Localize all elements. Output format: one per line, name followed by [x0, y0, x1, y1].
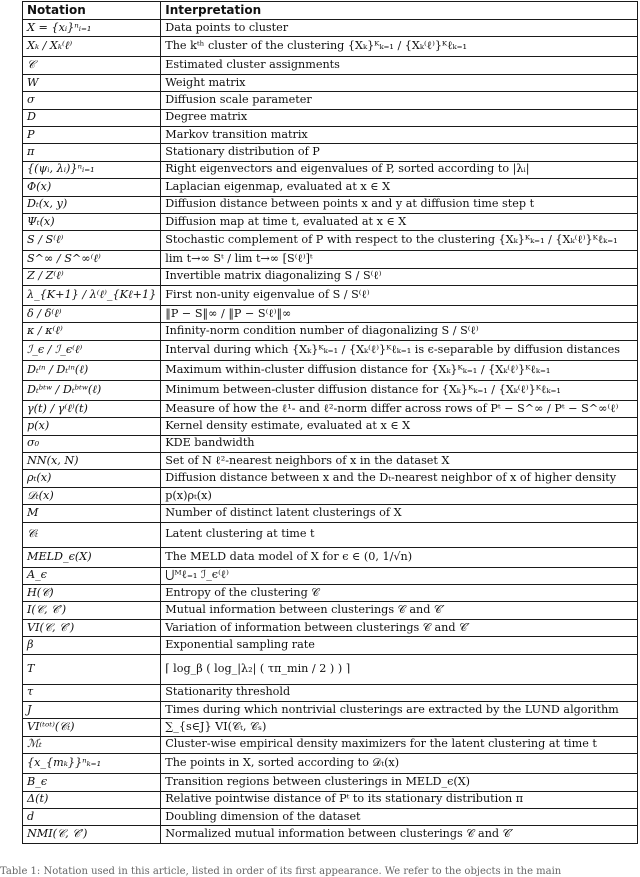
notation-cell: d — [23, 808, 161, 825]
interpretation-cell: Diffusion scale parameter — [161, 92, 638, 109]
notation-cell: κ / κ⁽ℓ⁾ — [23, 323, 161, 340]
interpretation-cell: p(x)ρₜ(x) — [161, 487, 638, 504]
interpretation-cell: Measure of how the ℓ¹- and ℓ²-norm differ across rows of Pᵗ − S^∞ / Pᵗ − S^∞⁽ℓ⁾ — [161, 400, 638, 417]
notation-cell: B_ϵ — [23, 774, 161, 791]
table-row — [23, 619, 638, 636]
notation-cell: Φ(x) — [23, 179, 161, 196]
table-row — [23, 400, 638, 417]
interpretation-cell: Diffusion distance between points x and y at diffusion time step t — [161, 196, 638, 213]
table-row — [23, 470, 638, 487]
notation-cell: ℳₜ — [23, 736, 161, 753]
table-row — [23, 268, 638, 285]
interpretation-cell: The kᵗʰ cluster of the clustering {Xₖ}ᴷₖ₌₁ / {Xₖ⁽ℓ⁾}ᴷℓₖ₌₁ — [161, 37, 638, 57]
table-row — [23, 808, 638, 825]
table-body — [23, 20, 638, 844]
interpretation-cell: Markov transition matrix — [161, 126, 638, 143]
notation-cell: τ — [23, 684, 161, 701]
interpretation-cell: ⋃ᴹℓ₌₁ ℐ_ϵ⁽ℓ⁾ — [161, 567, 638, 584]
table-row — [23, 286, 638, 306]
table-row — [23, 826, 638, 843]
notation-cell: γ(t) / γ⁽ℓ⁾(t) — [23, 400, 161, 417]
table-header-row — [23, 2, 638, 20]
interpretation-cell: Laplacian eigenmap, evaluated at x ∈ X — [161, 179, 638, 196]
notation-cell: J — [23, 701, 161, 718]
notation-cell: D — [23, 109, 161, 126]
notation-cell: δ / δ⁽ℓ⁾ — [23, 306, 161, 323]
interpretation-cell: Variation of information between clusterings 𝒞 and 𝒞′ — [161, 619, 638, 636]
notation-cell: λ_{K+1} / λ⁽ℓ⁾_{Kℓ+1} — [23, 286, 161, 306]
table-row — [23, 340, 638, 360]
table-row — [23, 453, 638, 470]
header-interpretation: Interpretation — [161, 2, 638, 20]
interpretation-cell: Stochastic complement of P with respect to the clustering {Xₖ}ᴷₖ₌₁ / {Xₖ⁽ℓ⁾}ᴷℓₖ₌₁ — [161, 231, 638, 251]
notation-cell: Z / Z⁽ℓ⁾ — [23, 268, 161, 285]
notation-cell: {(ψᵢ, λᵢ)}ⁿᵢ₌₁ — [23, 161, 161, 178]
table-row — [23, 380, 638, 400]
notation-cell: π — [23, 144, 161, 161]
interpretation-cell: Invertible matrix diagonalizing S / S⁽ℓ⁾ — [161, 268, 638, 285]
interpretation-cell: Number of distinct latent clusterings of X — [161, 505, 638, 522]
table-row — [23, 196, 638, 213]
notation-cell: {x_{mₖ}}ⁿₖ₌₁ — [23, 754, 161, 774]
notation-cell: VI(𝒞, 𝒞′) — [23, 619, 161, 636]
notation-cell: ℐ_ϵ / ℐ_ϵ⁽ℓ⁾ — [23, 340, 161, 360]
notation-cell: p(x) — [23, 418, 161, 435]
notation-cell: S / S⁽ℓ⁾ — [23, 231, 161, 251]
table-row — [23, 231, 638, 251]
table-row — [23, 654, 638, 684]
interpretation-cell: Set of N ℓ²-nearest neighbors of x in the dataset X — [161, 453, 638, 470]
table-row — [23, 547, 638, 567]
table-row — [23, 684, 638, 701]
notation-cell: A_ϵ — [23, 567, 161, 584]
table-row — [23, 360, 638, 380]
table-row — [23, 602, 638, 619]
table-row — [23, 719, 638, 736]
notation-cell: P — [23, 126, 161, 143]
interpretation-cell: The MELD data model of X for ϵ ∈ (0, 1/√n) — [161, 547, 638, 567]
table-row — [23, 74, 638, 91]
interpretation-cell: Relative pointwise distance of Pᵗ to its stationary distribution π — [161, 791, 638, 808]
interpretation-cell: Transition regions between clusterings in MELD_ϵ(X) — [161, 774, 638, 791]
interpretation-cell: Minimum between-cluster diffusion distance for {Xₖ}ᴷₖ₌₁ / {Xₖ⁽ℓ⁾}ᴷℓₖ₌₁ — [161, 380, 638, 400]
table-row — [23, 323, 638, 340]
interpretation-cell: Entropy of the clustering 𝒞 — [161, 584, 638, 601]
table-row — [23, 213, 638, 230]
interpretation-cell: Weight matrix — [161, 74, 638, 91]
interpretation-cell: Mutual information between clusterings 𝒞 and 𝒞′ — [161, 602, 638, 619]
interpretation-cell: Kernel density estimate, evaluated at x ∈ X — [161, 418, 638, 435]
notation-cell: Dₜᵇᵗʷ / Dₜᵇᵗʷ(ℓ) — [23, 380, 161, 400]
interpretation-cell: Latent clustering at time t — [161, 522, 638, 547]
notation-cell: Dₜ(x, y) — [23, 196, 161, 213]
notation-cell: Dₜⁱⁿ / Dₜⁱⁿ(ℓ) — [23, 360, 161, 380]
table-row — [23, 487, 638, 504]
interpretation-cell: Stationarity threshold — [161, 684, 638, 701]
interpretation-cell: ∑_{s∈J} VI(𝒞ₜ, 𝒞ₛ) — [161, 719, 638, 736]
table-row — [23, 37, 638, 57]
interpretation-cell: lim t→∞ Sᵗ / lim t→∞ [S⁽ℓ⁾]ᵗ — [161, 251, 638, 268]
interpretation-cell: KDE bandwidth — [161, 435, 638, 452]
table-row — [23, 637, 638, 654]
interpretation-cell: Right eigenvectors and eigenvalues of P, sorted according to |λᵢ| — [161, 161, 638, 178]
interpretation-cell: Normalized mutual information between clusterings 𝒞 and 𝒞′ — [161, 826, 638, 843]
table-row — [23, 791, 638, 808]
notation-cell: W — [23, 74, 161, 91]
interpretation-cell: Exponential sampling rate — [161, 637, 638, 654]
table-row — [23, 161, 638, 178]
interpretation-cell: Stationary distribution of P — [161, 144, 638, 161]
interpretation-cell: Diffusion map at time t, evaluated at x ∈ X — [161, 213, 638, 230]
interpretation-cell: ⌈ log_β ( log_|λ₂| ( τπ_min / 2 ) ) ⌉ — [161, 654, 638, 684]
table-row — [23, 179, 638, 196]
interpretation-cell: Degree matrix — [161, 109, 638, 126]
interpretation-cell: Cluster-wise empirical density maximizers for the latent clustering at time t — [161, 736, 638, 753]
notation-cell: I(𝒞, 𝒞′) — [23, 602, 161, 619]
notation-cell: NMI(𝒞, 𝒞′) — [23, 826, 161, 843]
table-row — [23, 92, 638, 109]
interpretation-cell: Times during which nontrivial clusterings are extracted by the LUND algorithm — [161, 701, 638, 718]
table-row — [23, 505, 638, 522]
notation-cell: Xₖ / Xₖ⁽ℓ⁾ — [23, 37, 161, 57]
interpretation-cell: ‖P − S‖∞ / ‖P − S⁽ℓ⁾‖∞ — [161, 306, 638, 323]
notation-cell: σ₀ — [23, 435, 161, 452]
table-row — [23, 126, 638, 143]
notation-cell: Δ(t) — [23, 791, 161, 808]
notation-table — [22, 1, 638, 844]
notation-cell: ρₜ(x) — [23, 470, 161, 487]
interpretation-cell: Maximum within-cluster diffusion distance for {Xₖ}ᴷₖ₌₁ / {Xₖ⁽ℓ⁾}ᴷℓₖ₌₁ — [161, 360, 638, 380]
notation-cell: NN(x, N) — [23, 453, 161, 470]
table-row — [23, 435, 638, 452]
notation-cell: 𝒟ₜ(x) — [23, 487, 161, 504]
table-row — [23, 736, 638, 753]
table-row — [23, 522, 638, 547]
header-notation: Notation — [23, 2, 161, 20]
table-row — [23, 567, 638, 584]
notation-cell: 𝒞ₜ — [23, 522, 161, 547]
interpretation-cell: Estimated cluster assignments — [161, 57, 638, 74]
interpretation-cell: Doubling dimension of the dataset — [161, 808, 638, 825]
table-caption: Table 1: Notation used in this article, listed in order of its first appearance. We refer to the objects in the main — [0, 866, 562, 877]
interpretation-cell: Interval during which {Xₖ}ᴷₖ₌₁ / {Xₖ⁽ℓ⁾}ᴷℓₖ₌₁ is ϵ-separable by diffusion distances — [161, 340, 638, 360]
notation-cell: Ψₜ(x) — [23, 213, 161, 230]
table-row — [23, 144, 638, 161]
table-row — [23, 251, 638, 268]
table-row — [23, 774, 638, 791]
table-row — [23, 20, 638, 37]
notation-cell: σ — [23, 92, 161, 109]
notation-cell: β — [23, 637, 161, 654]
notation-cell: M — [23, 505, 161, 522]
table-row — [23, 754, 638, 774]
interpretation-cell: The points in X, sorted according to 𝒟ₜ(x) — [161, 754, 638, 774]
notation-cell: VI⁽ᵗᵒᵗ⁾(𝒞ₜ) — [23, 719, 161, 736]
table-row — [23, 57, 638, 74]
notation-cell: H(𝒞) — [23, 584, 161, 601]
table-row — [23, 306, 638, 323]
interpretation-cell: Data points to cluster — [161, 20, 638, 37]
notation-cell: X = {xᵢ}ⁿᵢ₌₁ — [23, 20, 161, 37]
notation-cell: 𝒞 — [23, 57, 161, 74]
table-row — [23, 109, 638, 126]
notation-cell: MELD_ϵ(X) — [23, 547, 161, 567]
table-row — [23, 584, 638, 601]
notation-cell: S^∞ / S^∞⁽ℓ⁾ — [23, 251, 161, 268]
interpretation-cell: Infinity-norm condition number of diagonalizing S / S⁽ℓ⁾ — [161, 323, 638, 340]
interpretation-cell: First non-unity eigenvalue of S / S⁽ℓ⁾ — [161, 286, 638, 306]
notation-cell: T — [23, 654, 161, 684]
interpretation-cell: Diffusion distance between x and the Dₜ-nearest neighbor of x of higher density — [161, 470, 638, 487]
table-row — [23, 701, 638, 718]
table-row — [23, 418, 638, 435]
